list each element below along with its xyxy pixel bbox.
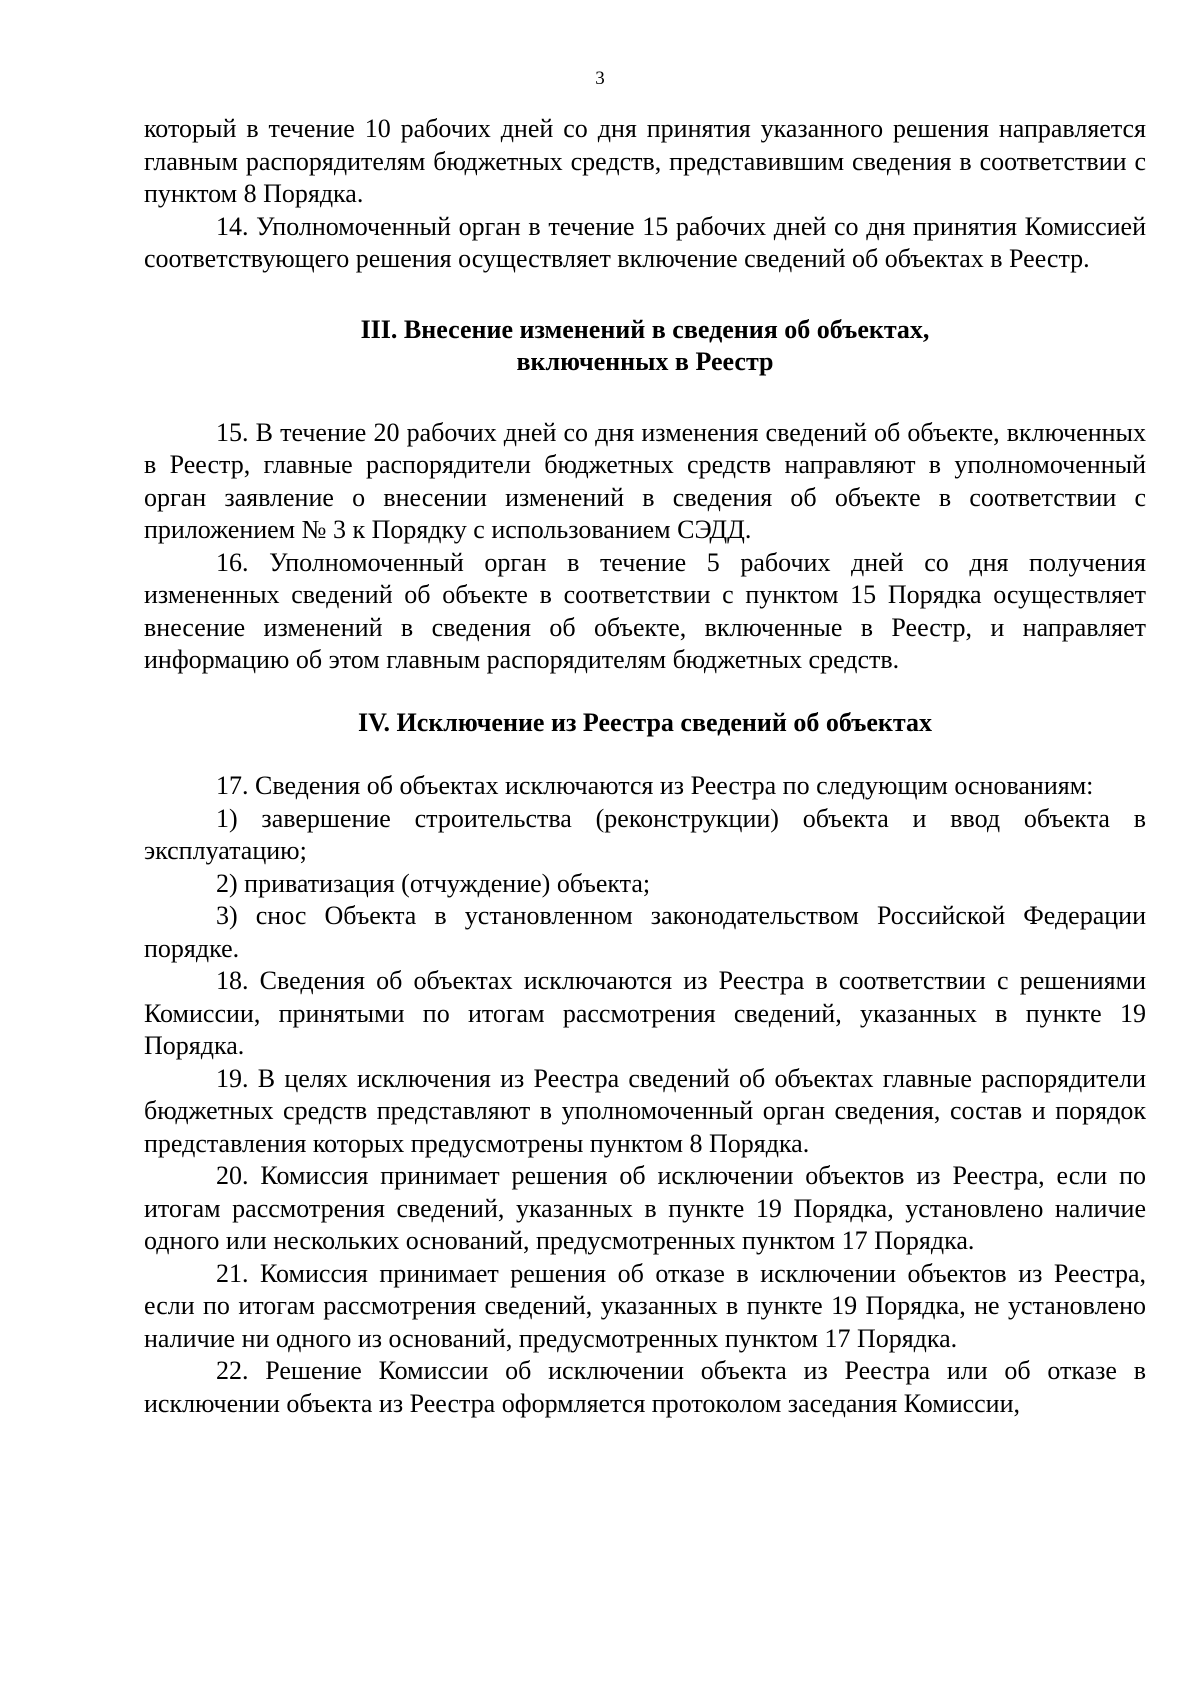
document-body <box>144 113 1146 1420</box>
paragraph-item-21: 21. Комиссия принимает решения об отказе в исключении объектов из Реестра, если по итогам рассмотрения сведений, указанных в пункте 19 Порядка, не установлено наличие ни одного из оснований, предусмотренных пунктом 17 Порядка. <box>144 1258 1146 1353</box>
paragraph-item-18: 18. Сведения об объектах исключаются из Реестра в соответствии с решениями Комиссии, принятыми по итогам рассмотрения сведений, указанных в пункте 19 Порядка. <box>144 966 1146 1060</box>
page-number: 3 <box>595 68 605 89</box>
paragraph-item-16: 16. Уполномоченный орган в течение 5 рабочих дней со дня получения измененных сведений об объекте в соответствии с пунктом 15 Порядка осуществляет внесение изменений в сведения об объекте, включенные в Реестр, и направляет информацию об этом главным распорядителям бюджетных средств. <box>144 547 1146 674</box>
paragraph-item-20: 20. Комиссия принимает решения об исключении объектов из Реестра, если по итогам рассмотрения сведений, указанных в пункте 19 Порядка, установлено наличие одного или нескольких оснований, предусмотренных пунктом 17 Порядка. <box>144 1161 1146 1255</box>
list-item-3: 3) снос Объекта в установленном законодательством Российской Федерации порядке. <box>144 901 1146 963</box>
section-3-heading-line-1: III. Внесение изменений в сведения об объектах, <box>360 314 930 344</box>
paragraph-item-19: 19. В целях исключения из Реестра сведений об объектах главные распорядители бюджетных средств представляют в уполномоченный орган сведения, состав и порядок представления которых предусмотрены пунктом 8 Порядка. <box>144 1063 1146 1158</box>
section-4-heading: IV. Исключение из Реестра сведений об объектах <box>358 707 932 737</box>
section-3-heading <box>144 314 1146 379</box>
paragraph-continuation: который в течение 10 рабочих дней со дня принятия указанного решения направляется главным распорядителям бюджетных средств, представившим сведения в соответствии с пунктом 8 Порядка. <box>144 114 1146 208</box>
list-item-1: 1) завершение строительства (реконструкции) объекта и ввод объекта в эксплуатацию; <box>144 803 1146 865</box>
section-3-heading-line-2: включенных в Реестр <box>516 347 774 376</box>
paragraph-item-14: 14. Уполномоченный орган в течение 15 рабочих дней со дня принятия Комиссией соответствующего решения осуществляет включение сведений об объектах в Реестр. <box>144 211 1146 273</box>
list-item-2: 2) приватизация (отчуждение) объекта; <box>216 868 651 898</box>
paragraph-item-22: 22. Решение Комиссии об исключении объекта из Реестра или об отказе в исключении объекта из Реестра оформляется протоколом заседания Комиссии, <box>144 1356 1146 1418</box>
paragraph-item-15: 15. В течение 20 рабочих дней со дня изменения сведений об объекте, включенных в Реестр, главные распорядители бюджетных средств направляют в уполномоченный орган заявление о внесении изменений в сведения об объекте в соответствии с приложением № 3 к Порядку с использованием СЭДД. <box>144 417 1146 544</box>
paragraph-item-17: 17. Сведения об объектах исключаются из Реестра по следующим основаниям: <box>216 771 1094 800</box>
